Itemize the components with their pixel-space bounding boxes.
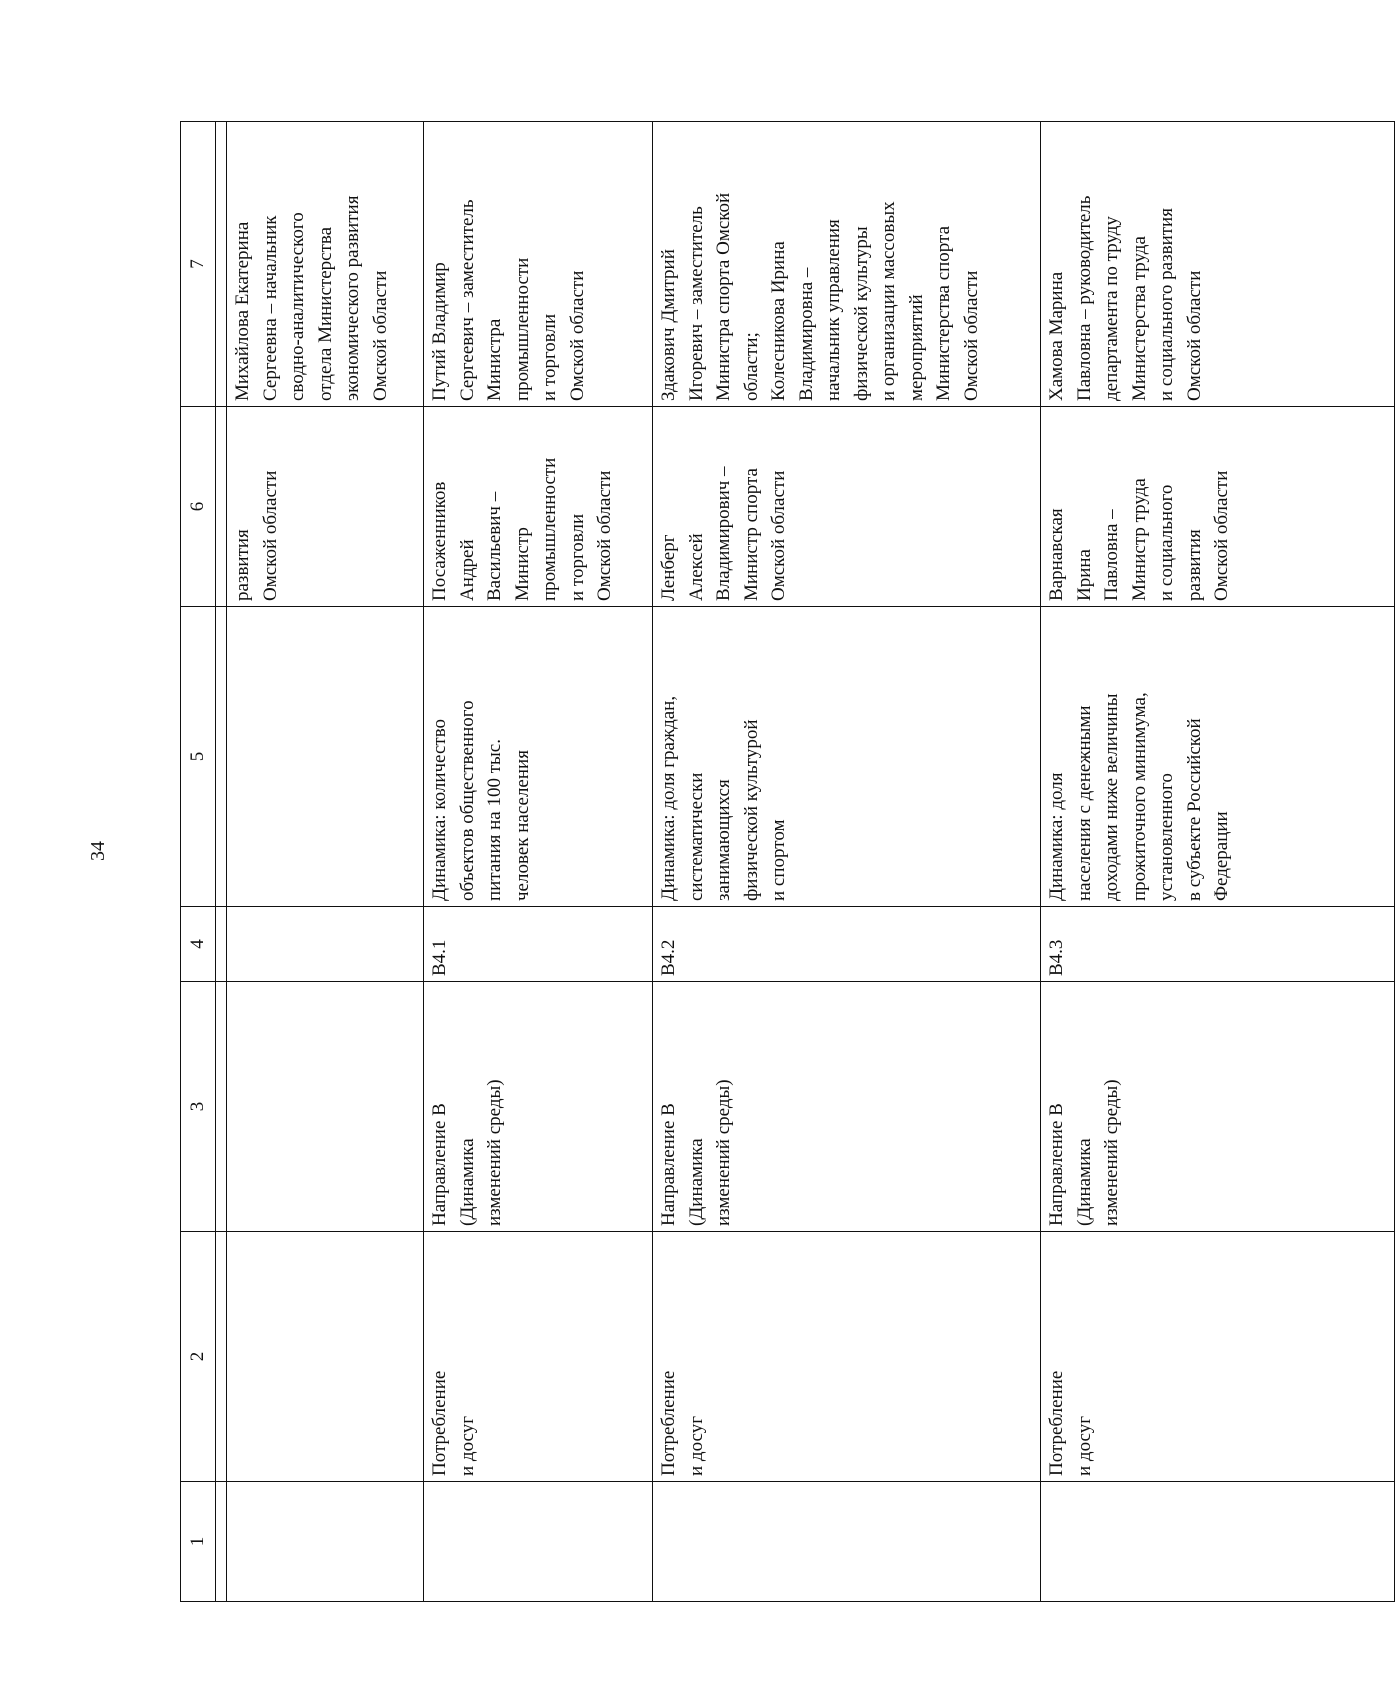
table-row (227, 122, 424, 1602)
table-cell: Хамова Марина Павловна – руководитель департамента по труду Министерства труда и социального развития Омской области (1041, 122, 1395, 407)
table-cell: Потребление и досуг (653, 1232, 1041, 1482)
table-cell: Направление В (Динамика изменений среды) (1041, 982, 1395, 1232)
table-container (180, 122, 1395, 1602)
table-cell (227, 907, 424, 982)
table-cell: Потребление и досуг (1041, 1232, 1395, 1482)
responsibility-table (180, 121, 1395, 1602)
column-number: 3 (181, 982, 216, 1232)
table-cell: Здакович Дмитрий Игоревич – заместитель Министра спорта Омской области; Колесникова Ирина Владимировна – начальник управления физической культуры и организации массовых мероприятий Министерства спорта Омской области (653, 122, 1041, 407)
column-number: 6 (181, 407, 216, 607)
page-number: 34 (87, 841, 109, 861)
header-row (181, 122, 216, 1602)
table-cell: Путий Владимир Сергеевич – заместитель Министра промышленности и торговли Омской области (424, 122, 653, 407)
table-cell: В4.1 (424, 907, 653, 982)
table-cell: развития Омской области (227, 407, 424, 607)
table-cell: Динамика: количество объектов общественного питания на 100 тыс. человек населения (424, 607, 653, 907)
column-number: 4 (181, 907, 216, 982)
table-cell (1041, 1482, 1395, 1602)
table-cell: Направление В (Динамика изменений среды) (653, 982, 1041, 1232)
table-cell: В4.2 (653, 907, 1041, 982)
column-number: 2 (181, 1232, 216, 1482)
table-cell (227, 607, 424, 907)
table-cell: Потребление и досуг (424, 1232, 653, 1482)
table-cell (227, 1482, 424, 1602)
table-cell: Динамика: доля граждан, систематически занимающихся физической культурой и спортом (653, 607, 1041, 907)
table-cell (227, 1232, 424, 1482)
table-cell (653, 1482, 1041, 1602)
table-row (653, 122, 1041, 1602)
table-cell: В4.3 (1041, 907, 1395, 982)
table-cell (227, 982, 424, 1232)
table-cell (424, 1482, 653, 1602)
table-row (424, 122, 653, 1602)
column-number: 5 (181, 607, 216, 907)
table-cell: Направление В (Динамика изменений среды) (424, 982, 653, 1232)
column-number: 1 (181, 1482, 216, 1602)
table-cell: Посаженников Андрей Васильевич – Министр промышленности и торговли Омской области (424, 407, 653, 607)
table-cell: Варнавская Ирина Павловна – Министр труда и социального развития Омской области (1041, 407, 1395, 607)
spacer-row (215, 122, 227, 1602)
table-cell: Динамика: доля населения с денежными доходами ниже величины прожиточного минимума, установленного в субъекте Российской Федерации (1041, 607, 1395, 907)
column-number: 7 (181, 122, 216, 407)
table-row (1041, 122, 1395, 1602)
table-cell: Михайлова Екатерина Сергеевна – начальник сводно-аналитического отдела Министерства экономического развития Омской области (227, 122, 424, 407)
table-cell: Ленберг Алексей Владимирович – Министр спорта Омской области (653, 407, 1041, 607)
